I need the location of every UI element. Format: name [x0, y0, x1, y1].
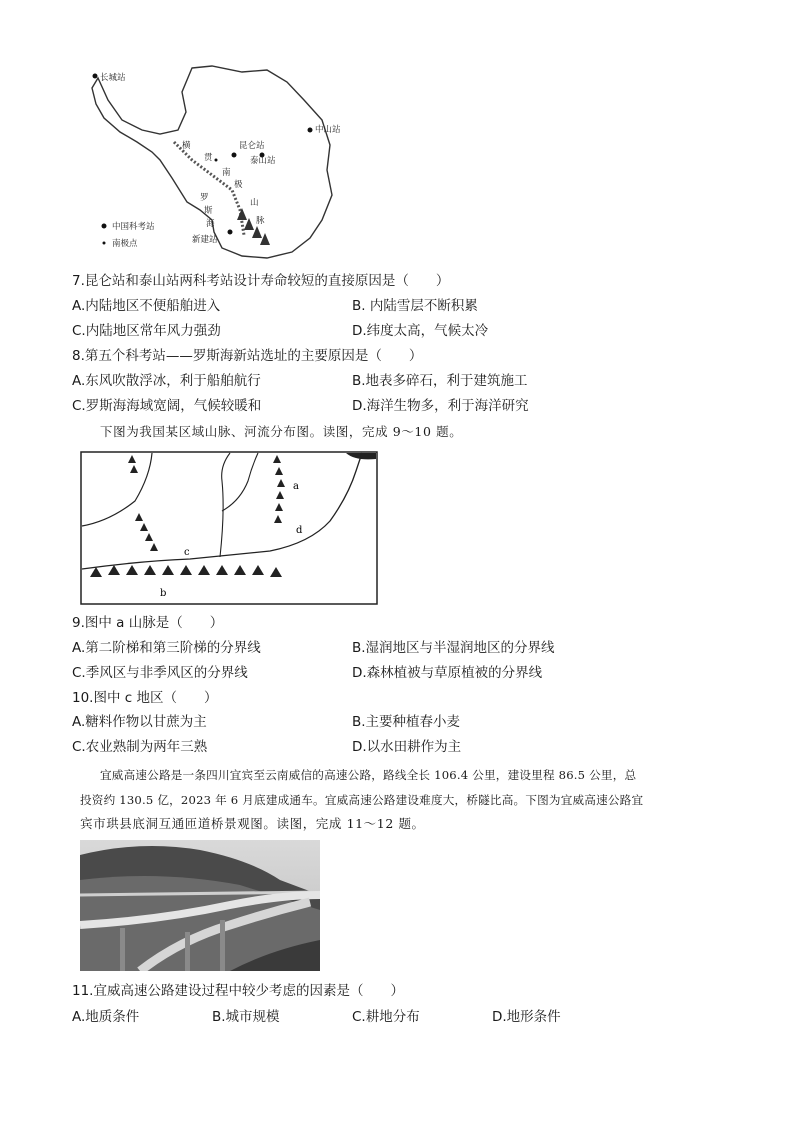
- legend-pole-symbol: [103, 242, 106, 245]
- taishan-label: 泰山站: [250, 156, 276, 166]
- q8-stem: 8.第五个科考站——罗斯海新站选址的主要原因是（ ）: [72, 348, 423, 364]
- bridge-photo: [80, 840, 320, 971]
- intro-11-12-line3: 宾市珙县底洞互通匝道桥景观图。读图，完成 11～12 题。: [80, 816, 425, 831]
- kunlun-label: 昆仑站: [239, 141, 265, 151]
- map-frame: [81, 452, 377, 604]
- q9-option-d: D.森林植被与草原植被的分界线: [352, 665, 543, 681]
- mtn-label-2: 贯: [204, 153, 213, 163]
- antarctica-map-svg: [82, 60, 352, 265]
- q10-option-b: B.主要种植春小麦: [352, 714, 461, 730]
- legend-pole-label: 南极点: [112, 239, 138, 249]
- sea-label-3: 海: [206, 219, 215, 229]
- xinwei-station-dot: [228, 230, 233, 235]
- label-c: c: [184, 547, 190, 558]
- q11-option-c: C.耕地分布: [352, 1009, 420, 1025]
- mtn-label-3: 南: [222, 168, 231, 178]
- q9-option-a: A.第二阶梯和第三阶梯的分界线: [72, 640, 261, 656]
- mtn-label-6: 脉: [256, 216, 265, 226]
- q8-option-a: A.东风吹散浮冰，利于船舶航行: [72, 373, 261, 389]
- q11-option-a: A.地质条件: [72, 1009, 140, 1025]
- south-pole-dot: [215, 159, 218, 162]
- river-mountain-map: [80, 451, 378, 605]
- q9-option-c: C.季风区与非季风区的分界线: [72, 665, 248, 681]
- q8-option-d: D.海洋生物多，利于海洋研究: [352, 398, 529, 414]
- q10-option-a: A.糖料作物以甘蔗为主: [72, 714, 207, 730]
- xinwei-label: 新建站: [192, 235, 218, 245]
- q7-option-a: A.内陆地区不便船舶进入: [72, 298, 221, 314]
- q9-stem: 9.图中 a 山脉是（ ）: [72, 615, 224, 631]
- q10-stem: 10.图中 c 地区（ ）: [72, 690, 218, 706]
- legend-station-symbol: [102, 224, 107, 229]
- q7-option-c: C.内陆地区常年风力强劲: [72, 323, 221, 339]
- intro-11-12-line2: 投资约 130.5 亿，2023 年 6 月底建成通车。宜威高速公路建设难度大，桥隧比高。下图为宜威高速公路宜: [80, 793, 644, 807]
- q7-option-b: B. 内陆雪层不断积累: [352, 298, 478, 314]
- river-map-svg: [80, 451, 378, 605]
- antarctica-map: [82, 60, 352, 265]
- q10-option-d: D.以水田耕作为主: [352, 739, 462, 755]
- mtn-label-1: 横: [182, 141, 191, 151]
- q7-stem: 7.昆仑站和泰山站两科考站设计寿命较短的直接原因是（ ）: [72, 273, 450, 289]
- q11-option-d: D.地形条件: [492, 1009, 561, 1025]
- sea-label-1: 罗: [200, 193, 209, 203]
- label-a: a: [293, 481, 299, 492]
- changcheng-station-dot: [93, 74, 98, 79]
- changcheng-label: 长城站: [100, 73, 126, 83]
- q8-option-c: C.罗斯海海域宽阔，气候较暖和: [72, 398, 262, 414]
- label-b: b: [160, 588, 167, 599]
- sea-label-2: 斯: [204, 206, 213, 216]
- q11-option-b: B.城市规模: [212, 1009, 280, 1025]
- intro-9-10: 下图为我国某区域山脉、河流分布图。读图，完成 9～10 题。: [100, 424, 463, 439]
- q8-option-b: B.地表多碎石，利于建筑施工: [352, 373, 528, 389]
- legend-station-label: 中国科考站: [112, 222, 155, 232]
- q9-option-b: B.湿润地区与半湿润地区的分界线: [352, 640, 555, 656]
- mtn-label-4: 极: [234, 180, 243, 190]
- zhongshan-label: 中山站: [315, 125, 341, 135]
- intro-11-12-line1: 宜威高速公路是一条四川宜宾至云南威信的高速公路，路线全长 106.4 公里，建设里程 86.5 公里，总: [100, 768, 637, 782]
- q11-stem: 11.宜威高速公路建设过程中较少考虑的因素是（ ）: [72, 983, 404, 999]
- q10-option-c: C.农业熟制为两年三熟: [72, 739, 208, 755]
- mtn-label-5: 山: [250, 198, 259, 208]
- zhongshan-station-dot: [308, 128, 313, 133]
- bridge-photo-svg: [80, 840, 320, 971]
- kunlun-station-dot: [232, 153, 237, 158]
- label-d: d: [296, 525, 303, 536]
- q7-option-d: D.纬度太高，气候太冷: [352, 323, 489, 339]
